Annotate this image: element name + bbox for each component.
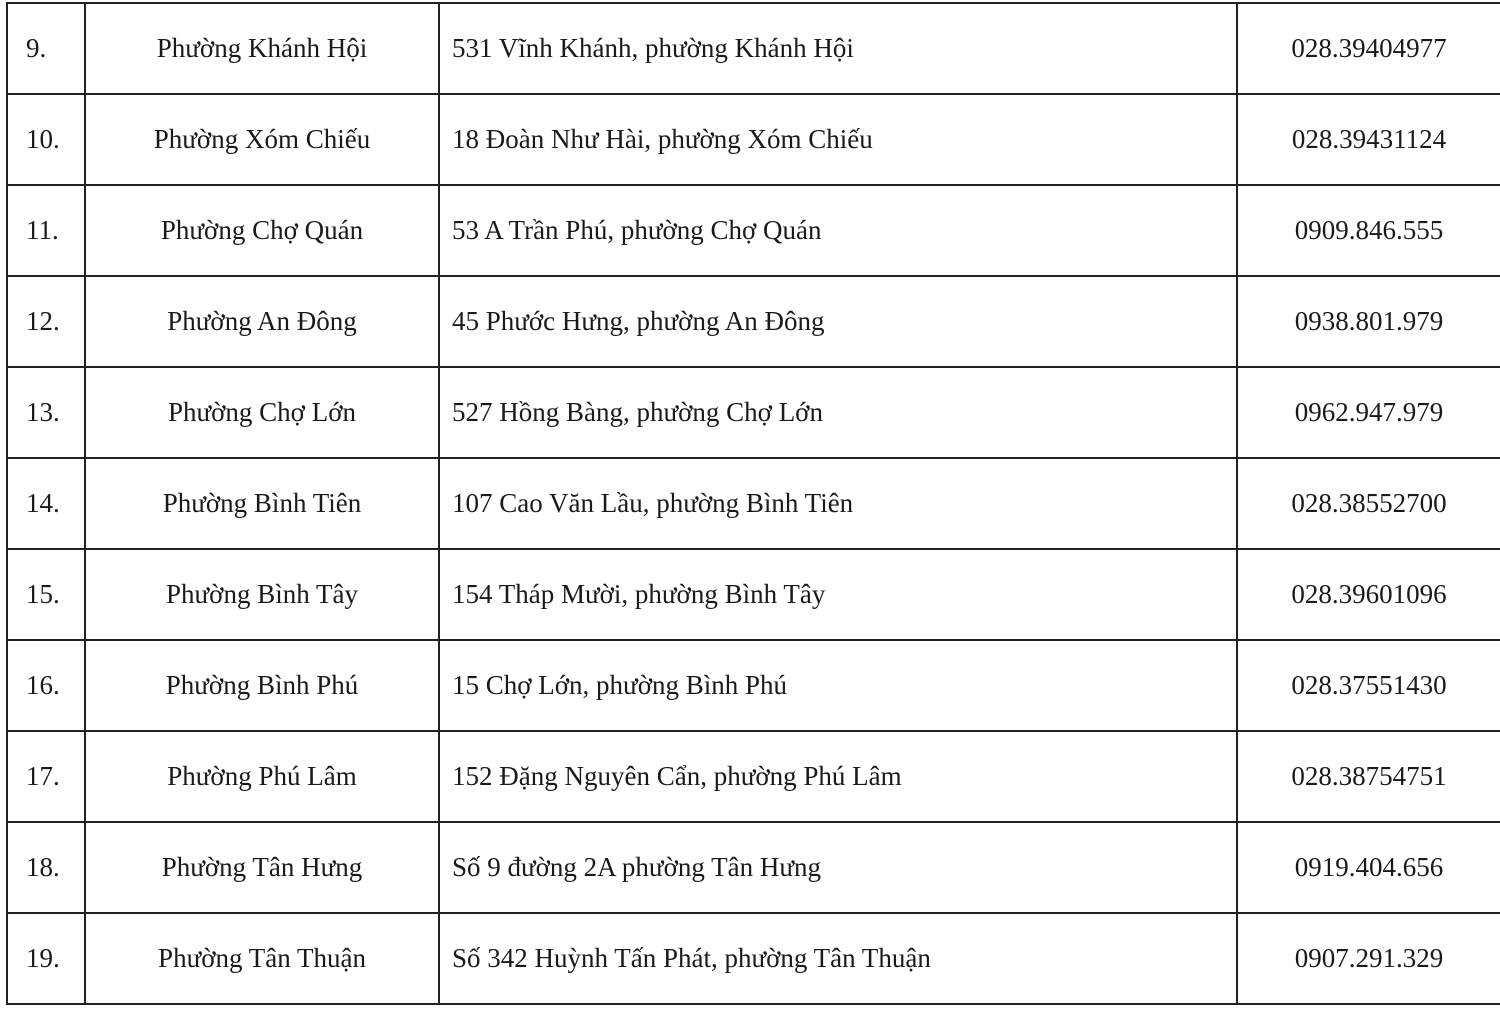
ward-name-cell: Phường Bình Phú [85,640,439,731]
row-number-cell: 11. [7,185,85,276]
ward-name-cell: Phường Xóm Chiếu [85,94,439,185]
phone-cell: 028.38754751 [1237,731,1500,822]
row-number-cell: 16. [7,640,85,731]
ward-name-cell: Phường Tân Thuận [85,913,439,1004]
address-cell: Số 9 đường 2A phường Tân Hưng [439,822,1237,913]
address-cell: 107 Cao Văn Lầu, phường Bình Tiên [439,458,1237,549]
row-number-cell: 17. [7,731,85,822]
address-cell: 152 Đặng Nguyên Cẩn, phường Phú Lâm [439,731,1237,822]
table-row [7,822,1500,913]
address-cell: 15 Chợ Lớn, phường Bình Phú [439,640,1237,731]
address-cell: 527 Hồng Bàng, phường Chợ Lớn [439,367,1237,458]
ward-contact-table [6,2,1500,1005]
ward-name-cell: Phường Bình Tây [85,549,439,640]
phone-cell: 028.39431124 [1237,94,1500,185]
row-number-cell: 18. [7,822,85,913]
phone-cell: 0962.947.979 [1237,367,1500,458]
phone-cell: 028.39601096 [1237,549,1500,640]
ward-name-cell: Phường An Đông [85,276,439,367]
phone-cell: 0907.291.329 [1237,913,1500,1004]
phone-cell: 028.37551430 [1237,640,1500,731]
address-cell: 154 Tháp Mười, phường Bình Tây [439,549,1237,640]
ward-name-cell: Phường Chợ Quán [85,185,439,276]
phone-cell: 0919.404.656 [1237,822,1500,913]
row-number-cell: 19. [7,913,85,1004]
row-number-cell: 15. [7,549,85,640]
table-row [7,731,1500,822]
ward-name-cell: Phường Bình Tiên [85,458,439,549]
row-number-cell: 10. [7,94,85,185]
table-row [7,549,1500,640]
table-row [7,458,1500,549]
ward-name-cell: Phường Chợ Lớn [85,367,439,458]
ward-contact-table-container [6,2,1496,1005]
ward-name-cell: Phường Tân Hưng [85,822,439,913]
ward-name-cell: Phường Khánh Hội [85,3,439,94]
address-cell: 531 Vĩnh Khánh, phường Khánh Hội [439,3,1237,94]
phone-cell: 0938.801.979 [1237,276,1500,367]
phone-cell: 0909.846.555 [1237,185,1500,276]
address-cell: Số 342 Huỳnh Tấn Phát, phường Tân Thuận [439,913,1237,1004]
row-number-cell: 9. [7,3,85,94]
table-row [7,367,1500,458]
row-number-cell: 14. [7,458,85,549]
table-row [7,640,1500,731]
table-row [7,913,1500,1004]
row-number-cell: 13. [7,367,85,458]
phone-cell: 028.39404977 [1237,3,1500,94]
address-cell: 53 A Trần Phú, phường Chợ Quán [439,185,1237,276]
ward-name-cell: Phường Phú Lâm [85,731,439,822]
table-row [7,276,1500,367]
table-row [7,185,1500,276]
table-body [7,3,1500,1004]
table-row [7,94,1500,185]
row-number-cell: 12. [7,276,85,367]
table-row [7,3,1500,94]
phone-cell: 028.38552700 [1237,458,1500,549]
address-cell: 18 Đoàn Như Hài, phường Xóm Chiếu [439,94,1237,185]
address-cell: 45 Phước Hưng, phường An Đông [439,276,1237,367]
